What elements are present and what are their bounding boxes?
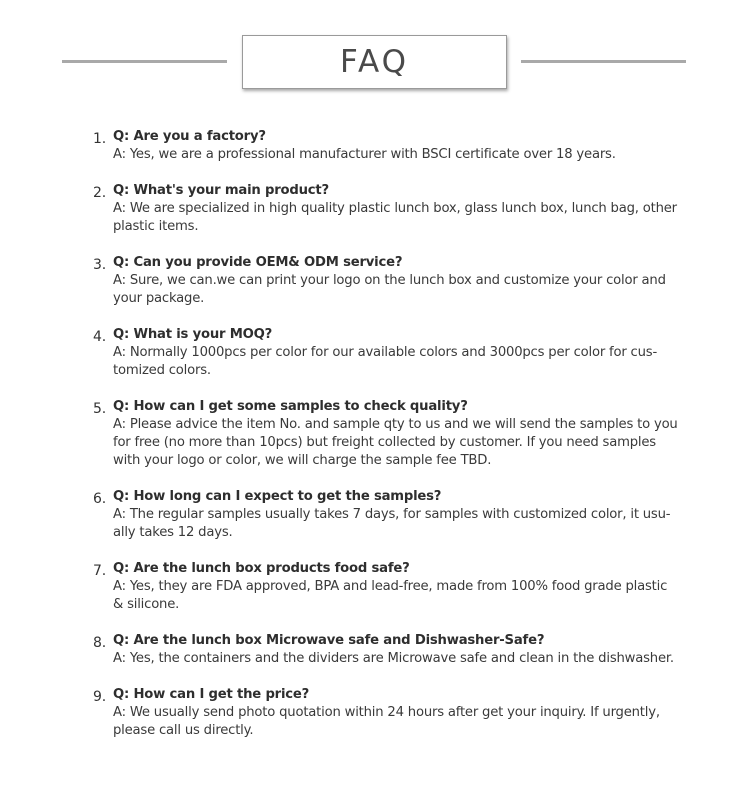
faq-answer: A: Sure, we can.we can print your logo on the lunch box and customize your color and your package. <box>113 273 666 306</box>
faq-item <box>90 398 680 470</box>
faq-question: Q: How can I get the price? <box>113 687 310 702</box>
faq-item <box>90 326 680 380</box>
faq-item-number: 4. <box>93 329 106 345</box>
page-title: FAQ <box>339 44 410 80</box>
faq-question: Q: How can I get some samples to check quality? <box>113 399 468 414</box>
faq-answer: A: We usually send photo quotation within 24 hours after get your inquiry. If urgently, please call us directly. <box>113 705 660 738</box>
faq-item-number: 9. <box>93 689 106 705</box>
faq-item-number: 8. <box>93 635 106 651</box>
faq-title-box <box>242 35 507 89</box>
faq-answer: A: Yes, we are a professional manufacturer with BSCI certificate over 18 years. <box>113 147 616 162</box>
faq-answer: A: Normally 1000pcs per color for our available colors and 3000pcs per color for cus-tomized colors. <box>113 345 657 378</box>
faq-item <box>90 254 680 308</box>
faq-answer: A: We are specialized in high quality plastic lunch box, glass lunch box, lunch bag, other plastic items. <box>113 201 677 234</box>
faq-item <box>90 488 680 542</box>
faq-question: Q: Are you a factory? <box>113 129 266 144</box>
faq-item-number: 1. <box>93 131 106 147</box>
faq-answer: A: Yes, they are FDA approved, BPA and lead-free, made from 100% food grade plastic & silicone. <box>113 579 668 612</box>
faq-item <box>90 182 680 236</box>
faq-item <box>90 560 680 614</box>
faq-question: Q: Can you provide OEM& ODM service? <box>113 255 403 270</box>
header-divider-left <box>62 60 227 63</box>
faq-item-number: 5. <box>93 401 106 417</box>
faq-item <box>90 686 680 740</box>
faq-question: Q: Are the lunch box products food safe? <box>113 561 410 576</box>
faq-question: Q: Are the lunch box Microwave safe and Dishwasher-Safe? <box>113 633 545 648</box>
faq-item-number: 3. <box>93 257 106 273</box>
faq-item <box>90 632 680 668</box>
faq-answer: A: The regular samples usually takes 7 days, for samples with customized color, it usu-ally takes 12 days. <box>113 507 671 540</box>
header-divider-right <box>521 60 686 63</box>
faq-answer: A: Please advice the item No. and sample qty to us and we will send the samples to you for free (no more than 10pcs) but freight collected by customer. If you need samples with your logo or color, we will charge the sample fee TBD. <box>113 417 678 468</box>
faq-question: Q: What is your MOQ? <box>113 327 273 342</box>
faq-item <box>90 128 680 164</box>
faq-item-number: 6. <box>93 491 106 507</box>
faq-item-number: 7. <box>93 563 106 579</box>
faq-question: Q: How long can I expect to get the samples? <box>113 489 442 504</box>
faq-answer: A: Yes, the containers and the dividers are Microwave safe and clean in the dishwasher. <box>113 651 674 666</box>
faq-item-number: 2. <box>93 185 106 201</box>
faq-question: Q: What's your main product? <box>113 183 329 198</box>
